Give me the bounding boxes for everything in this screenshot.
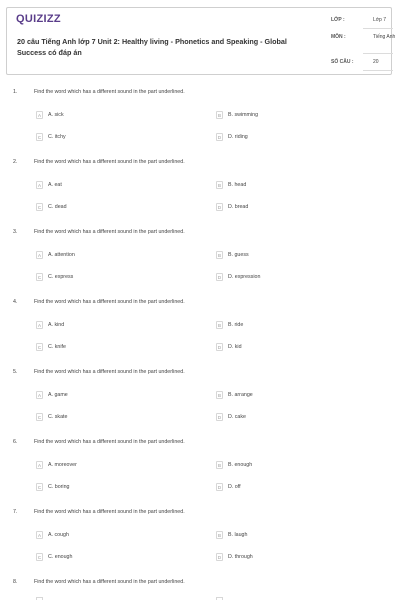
option-text: C. express [48, 274, 74, 280]
question-item [0, 229, 400, 299]
option-letter-box: A [37, 183, 41, 188]
option-text: D. off [228, 484, 241, 490]
option-text: C. enough [48, 554, 73, 560]
option-text: A. moreover [48, 462, 77, 468]
option-text: D. kid [228, 344, 242, 350]
option-text: B. laugh [228, 532, 248, 538]
question-text: Find the word which has a different sound in the part underlined. [34, 299, 185, 305]
option-text: B. ride [228, 322, 244, 328]
option-letter-box: D [217, 415, 222, 420]
question-item [0, 299, 400, 369]
question-text: Find the word which has a different sound in the part underlined. [34, 439, 185, 445]
option-text: C. boring [48, 484, 70, 490]
option-letter-box: B [217, 113, 221, 118]
question-item [0, 369, 400, 439]
option-text: B. swimming [228, 112, 259, 118]
question-item [0, 509, 400, 579]
option-text: B. enough [228, 462, 253, 468]
question-text: Find the word which has a different sound in the part underlined. [34, 369, 185, 375]
option-text: A. game [48, 392, 68, 398]
option-text: C. dead [48, 204, 67, 210]
option-text: A. attention [48, 252, 75, 258]
meta-divider [363, 70, 393, 71]
option-text: D. expression [228, 274, 261, 280]
option-letter-box: A [37, 393, 41, 398]
option-text: B. arrange [228, 392, 253, 398]
question-number: 2. [13, 159, 18, 165]
option-letter-box: B [217, 183, 221, 188]
option-letter-box: A [37, 253, 41, 258]
question-text: Find the word which has a different sound in the part underlined. [34, 579, 185, 585]
option-text: A. eat [48, 182, 62, 188]
option-letter-box: D [217, 205, 222, 210]
option-letter-box: D [217, 345, 222, 350]
option-letter-box: B [217, 253, 221, 258]
option-letter-box: A [37, 113, 41, 118]
option-letter-box: D [217, 485, 222, 490]
option-text: A. kind [48, 322, 65, 328]
meta-count-label: SỐ CÂU : [331, 59, 354, 65]
meta-count-value: 20 [373, 59, 379, 65]
meta-grade-label: LỚP : [331, 17, 345, 23]
option-letter-box: A [37, 533, 41, 538]
option-letter-box: C [37, 485, 42, 490]
question-number: 4. [13, 299, 18, 305]
option-text: C. skate [48, 414, 68, 420]
question-item [0, 439, 400, 509]
option-text: D. through [228, 554, 253, 560]
option-letter-box: B [217, 393, 221, 398]
worksheet-meta [325, 8, 396, 74]
option-text: A. sick [48, 112, 64, 118]
option-letter-box: C [37, 205, 42, 210]
question-text: Find the word which has a different sound in the part underlined. [34, 159, 185, 165]
option-letter-box: C [37, 135, 42, 140]
option-text: A. cough [48, 532, 69, 538]
option-letter-box: A [37, 323, 41, 328]
meta-subject-label: MÔN : [331, 34, 346, 40]
option-text: D. riding [228, 134, 248, 140]
option-text: B. guess [228, 252, 249, 258]
meta-divider [363, 28, 393, 29]
option-text: B. head [228, 182, 247, 188]
option-letter-box: C [37, 555, 42, 560]
option-letter-box: C [37, 415, 42, 420]
option-letter-box: B [217, 533, 221, 538]
option-letter-box: C [37, 345, 42, 350]
option-letter-box: D [217, 275, 222, 280]
option-letter-box: B [217, 323, 221, 328]
option-text: C. knife [48, 344, 66, 350]
question-number: 5. [13, 369, 18, 375]
meta-subject-value: Tiếng Anh [373, 34, 396, 40]
question-number: 7. [13, 509, 18, 515]
quizizz-logo: QUIZIZZ [16, 13, 61, 25]
question-text: Find the word which has a different sound in the part underlined. [34, 509, 185, 515]
question-text: Find the word which has a different sound in the part underlined. [34, 229, 185, 235]
option-text: D. bread [228, 204, 249, 210]
question-item [0, 579, 400, 600]
question-number: 3. [13, 229, 18, 235]
question-number: 1. [13, 89, 18, 95]
option-text: D. cake [228, 414, 246, 420]
option-letter-box: C [37, 275, 42, 280]
option-letter-box: A [37, 463, 41, 468]
meta-divider [363, 53, 393, 54]
question-item [0, 159, 400, 229]
question-number: 8. [13, 579, 18, 585]
worksheet-title: 20 câu Tiếng Anh lớp 7 Unit 2: Healthy living - Phonetics and Speaking - Global Success có đáp án [17, 37, 287, 57]
meta-grade-value: Lớp 7 [373, 17, 387, 23]
option-letter-box: B [217, 463, 221, 468]
question-number: 6. [13, 439, 18, 445]
question-item [0, 89, 400, 159]
worksheet-header [6, 7, 396, 75]
option-letter-box: D [217, 555, 222, 560]
option-text: C. itchy [48, 134, 66, 140]
question-text: Find the word which has a different sound in the part underlined. [34, 89, 185, 95]
option-letter-box: D [217, 135, 222, 140]
